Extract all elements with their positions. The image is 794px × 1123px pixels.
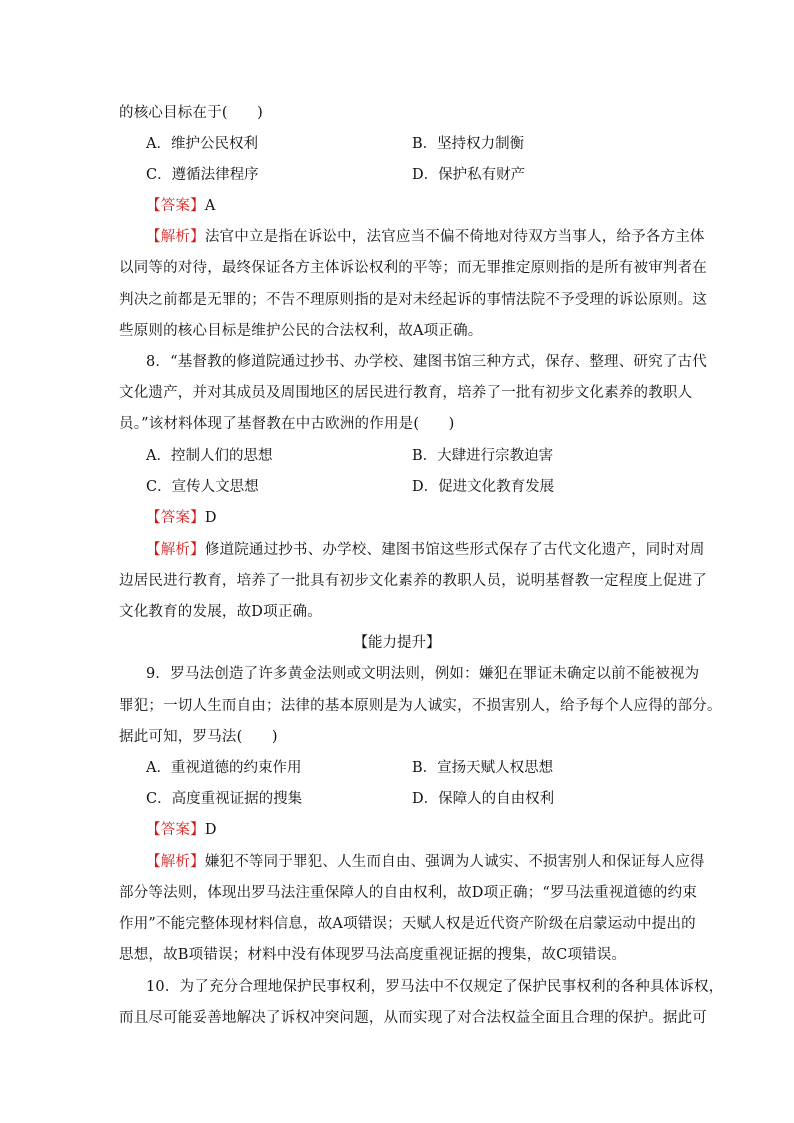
q9-option-a: A．重视道德的约束作用 — [146, 760, 302, 776]
q9-option-b: B．宣扬天赋人权思想 — [412, 760, 554, 776]
q9-analysis-line-4: 思想，故B项错误；材料中没有体现罗马法高度重视证据的搜集，故C项错误。 — [119, 947, 627, 963]
section-title: 【能力提升】 — [353, 635, 441, 651]
q8-answer-value: D — [204, 510, 217, 526]
q9-analysis-line-2: 部分等法则，体现出罗马法注重保障人的自由权利，故D项正确；“罗马法重视道德的约束 — [119, 885, 698, 901]
q8-analysis-line-2: 边居民进行教育，培养了一批具有初步文化素养的教职人员，说明基督教一定程度上促进了 — [119, 573, 707, 589]
q9-answer-value: D — [204, 822, 217, 838]
q7-analysis-line-3: 判决之前都是无罪的；不告不理原则指的是对未经起诉的事情法院不予受理的诉讼原则。这 — [119, 292, 707, 308]
analysis-tag: 【解析】 — [146, 229, 205, 245]
q9-stem-line-3: 据此可知，罗马法( ) — [119, 729, 278, 745]
q9-analysis-line-3: 作用”不能完整体现材料信息，故A项错误；天赋人权是近代资产阶级在启蒙运动中提出的 — [119, 916, 696, 932]
q7-option-c: C．遵循法律程序 — [146, 167, 259, 183]
answer-tag: 【答案】 — [146, 510, 205, 526]
q8-stem-line-1: 8．“基督教的修道院通过抄书、办学校、建图书馆三种方式，保存、整理、研究了古代 — [146, 354, 707, 370]
q7-analysis-line-2: 以同等的对待，最终保证各方主体诉讼权利的平等；而无罪推定原则指的是所有被审判者在 — [119, 260, 707, 276]
q8-option-b: B．大肆进行宗教迫害 — [412, 448, 554, 464]
q9-answer-line — [146, 820, 706, 840]
q8-option-a: A．控制人们的思想 — [146, 448, 273, 464]
q9-analysis-text-1: 嫌犯不等同于罪犯、人生而自由、强调为人诚实、不损害别人和保证每人应得 — [204, 854, 705, 870]
q8-analysis-text-1: 修道院通过抄书、办学校、建图书馆这些形式保存了古代文化遗产，同时对周 — [204, 542, 705, 558]
q9-option-c: C．高度重视证据的搜集 — [146, 791, 303, 807]
q7-stem-tail: 的核心目标在于( ) — [119, 105, 264, 121]
q9-stem-line-2: 罪犯；一切人生而自由；法律的基本原则是为人诚实，不损害别人，给予每个人应得的部分。 — [119, 698, 722, 714]
q8-analysis-line-1 — [146, 540, 706, 560]
q7-analysis-line-4: 些原则的核心目标是维护公民的合法权利，故A项正确。 — [119, 323, 483, 339]
q8-option-d: D．促进文化教育发展 — [412, 479, 555, 495]
answer-tag: 【答案】 — [146, 198, 205, 214]
q10-stem-line-1: 10．为了充分合理地保护民事权利，罗马法中不仅规定了保护民事权利的各种具体诉权， — [146, 979, 724, 995]
q9-stem-line-1: 9．罗马法创造了许多黄金法则或文明法则，例如：嫌犯在罪证未确定以前不能被视为 — [146, 666, 700, 682]
q9-analysis-line-1 — [146, 852, 706, 872]
q7-analysis-line-1 — [146, 227, 706, 247]
q8-stem-line-3: 员。”该材料体现了基督教在中古欧洲的作用是( ) — [119, 416, 455, 432]
answer-tag: 【答案】 — [146, 822, 205, 838]
q7-answer-value: A — [204, 198, 216, 214]
q7-option-b: B．坚持权力制衡 — [412, 136, 525, 152]
q8-analysis-line-3: 文化教育的发展，故D项正确。 — [119, 604, 322, 620]
q7-option-a: A．维护公民权利 — [146, 136, 258, 152]
q8-answer-line — [146, 508, 706, 528]
q10-stem-line-2: 而且尽可能妥善地解决了诉权冲突问题，从而实现了对合法权益全面且合理的保护。据此可 — [119, 1010, 707, 1026]
q7-option-d: D．保护私有财产 — [412, 167, 526, 183]
q8-stem-line-2: 文化遗产，并对其成员及周围地区的居民进行教育，培养了一批有初步文化素养的教职人 — [119, 385, 693, 401]
analysis-tag: 【解析】 — [146, 854, 205, 870]
q7-answer-line — [146, 196, 706, 216]
q9-option-d: D．保障人的自由权利 — [412, 791, 555, 807]
analysis-tag: 【解析】 — [146, 542, 205, 558]
q8-option-c: C．宣传人文思想 — [146, 479, 259, 495]
q7-analysis-text-1: 法官中立是指在诉讼中，法官应当不偏不倚地对待双方当事人，给予各方主体 — [204, 229, 705, 245]
